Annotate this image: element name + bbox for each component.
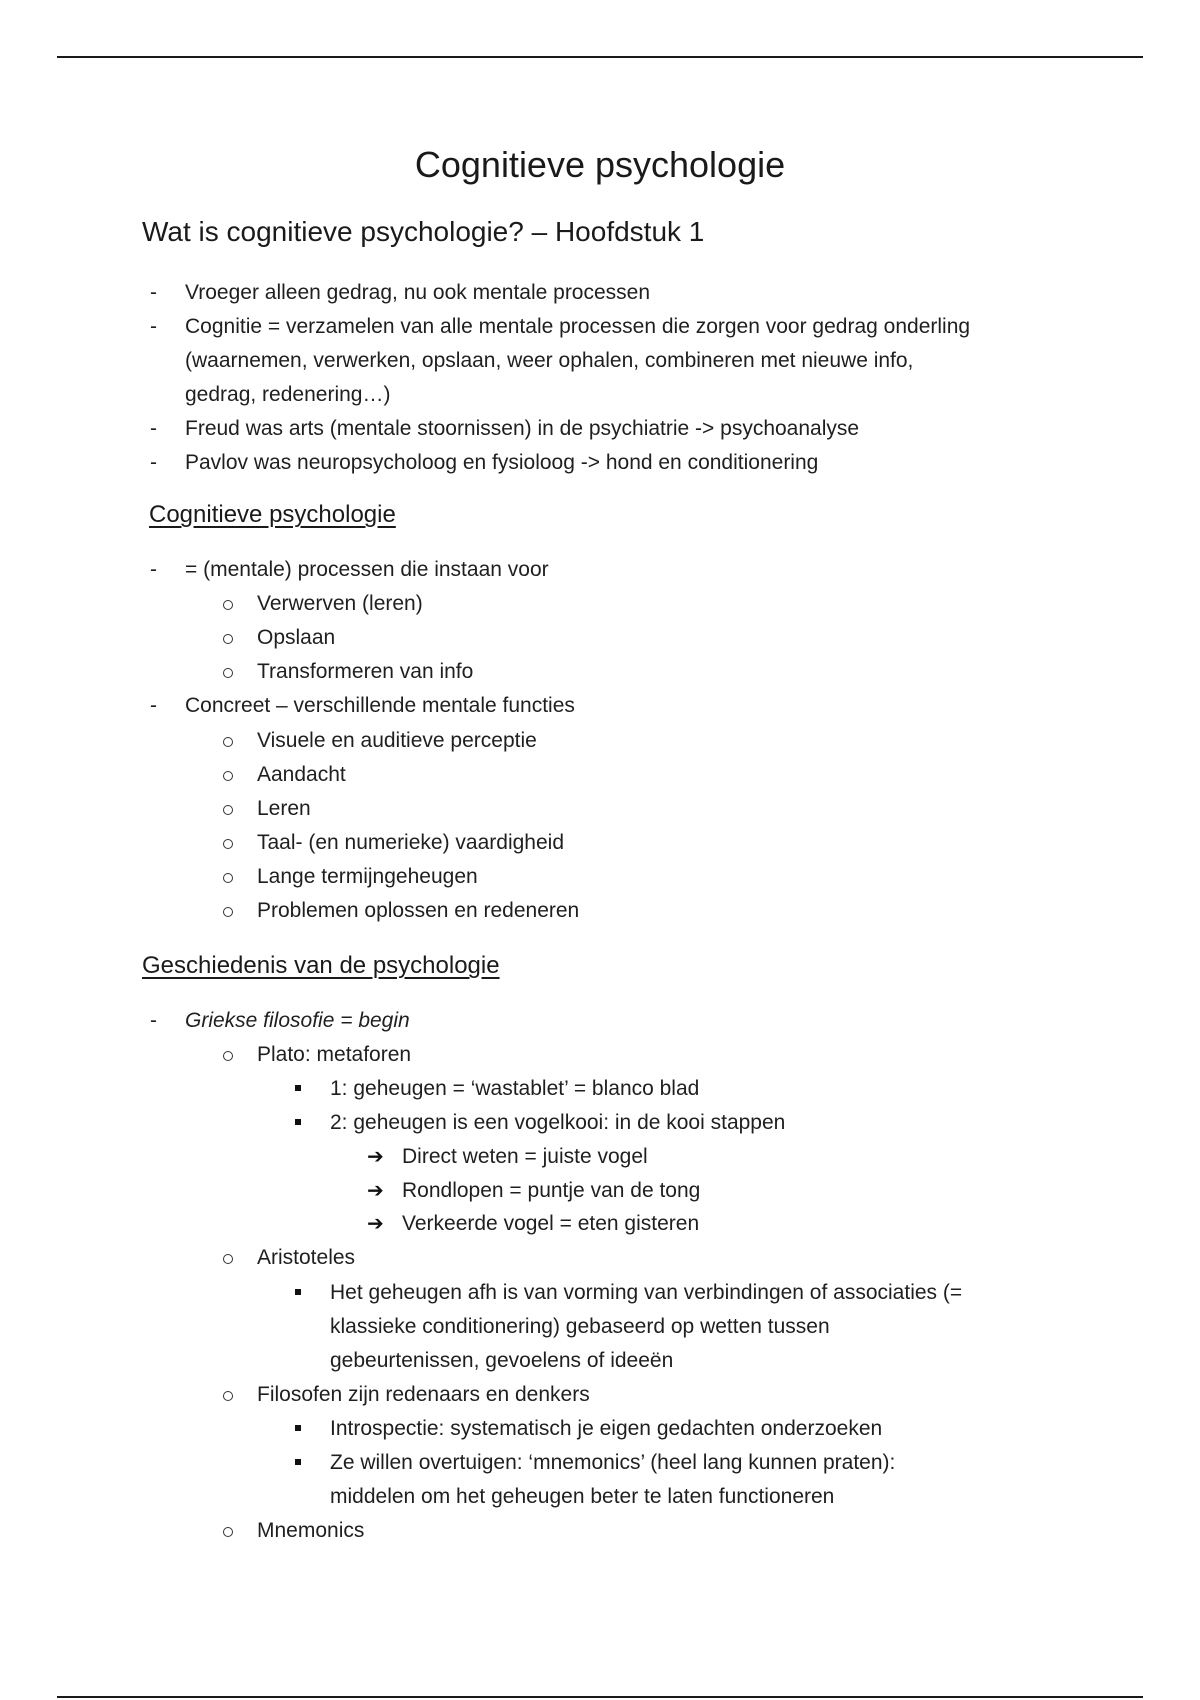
section-heading-geschiedenis: Geschiedenis van de psychologie — [142, 952, 500, 979]
dash-bullet: - — [150, 315, 157, 338]
arrow-right-icon: ➔ — [367, 1180, 384, 1202]
dash-bullet: - — [150, 417, 157, 440]
sub-list-item: Aristoteles — [257, 1246, 356, 1269]
dash-bullet: - — [150, 1009, 157, 1032]
list-item: = (mentale) processen die instaan voor — [185, 558, 549, 581]
arrow-list-item: Rondlopen = puntje van de tong — [402, 1179, 701, 1202]
arrow-list-item: Verkeerde vogel = eten gisteren — [402, 1212, 700, 1235]
list-item: Concreet – verschillende mentale functies — [185, 694, 575, 717]
document-title: Cognitieve psychologie — [414, 144, 786, 185]
sub-sub-list-item: 2: geheugen is een vogelkooi: in de kooi stappen — [330, 1111, 786, 1134]
sub-sub-list-item-continuation: gebeurtenissen, gevoelens of ideeën — [330, 1349, 674, 1372]
sub-list-item: Leren — [257, 797, 311, 820]
arrow-right-icon: ➔ — [367, 1146, 384, 1168]
circle-bullet — [223, 600, 233, 610]
circle-bullet — [223, 1254, 233, 1264]
list-item: Freud was arts (mentale stoornissen) in de psychiatrie -> psychoanalyse — [185, 417, 860, 440]
footer-rule — [57, 1696, 1143, 1698]
square-bullet — [295, 1425, 301, 1431]
list-item-continuation: gedrag, redenering…) — [185, 383, 391, 406]
section-heading-cognitieve-psychologie: Cognitieve psychologie — [149, 501, 396, 528]
square-bullet — [295, 1085, 301, 1091]
list-item: Pavlov was neuropsycholoog en fysioloog -> hond en conditionering — [185, 451, 819, 474]
sub-sub-list-item: Ze willen overtuigen: ‘mnemonics’ (heel lang kunnen praten): — [330, 1451, 896, 1474]
circle-bullet — [223, 839, 233, 849]
circle-bullet — [223, 1391, 233, 1401]
dash-bullet: - — [150, 558, 157, 581]
chapter-heading: Wat is cognitieve psychologie? – Hoofdstuk 1 — [142, 216, 705, 247]
circle-bullet — [223, 737, 233, 747]
circle-bullet — [223, 1051, 233, 1061]
list-item: Vroeger alleen gedrag, nu ook mentale processen — [185, 281, 651, 304]
sub-list-item: Opslaan — [257, 626, 336, 649]
dash-bullet: - — [150, 281, 157, 304]
dash-bullet: - — [150, 694, 157, 717]
circle-bullet — [223, 634, 233, 644]
sub-sub-list-item: Introspectie: systematisch je eigen gedachten onderzoeken — [330, 1417, 883, 1440]
circle-bullet — [223, 1527, 233, 1537]
circle-bullet — [223, 873, 233, 883]
sub-list-item: Lange termijngeheugen — [257, 865, 478, 888]
sub-sub-list-item: 1: geheugen = ‘wastablet’ = blanco blad — [330, 1077, 700, 1100]
sub-list-item: Verwerven (leren) — [257, 592, 423, 615]
header-rule — [57, 56, 1143, 58]
sub-list-item: Plato: metaforen — [257, 1043, 412, 1066]
list-item: Griekse filosofie = begin — [185, 1009, 410, 1032]
arrow-list-item: Direct weten = juiste vogel — [402, 1145, 648, 1168]
sub-list-item: Transformeren van info — [257, 660, 474, 683]
sub-sub-list-item-continuation: middelen om het geheugen beter te laten functioneren — [330, 1485, 835, 1508]
sub-sub-list-item: Het geheugen afh is van vorming van verbindingen of associaties (= — [330, 1281, 963, 1304]
circle-bullet — [223, 907, 233, 917]
list-item: Cognitie = verzamelen van alle mentale processen die zorgen voor gedrag onderling — [185, 315, 971, 338]
sub-list-item: Problemen oplossen en redeneren — [257, 899, 580, 922]
sub-list-item: Visuele en auditieve perceptie — [257, 729, 537, 752]
sub-list-item: Aandacht — [257, 763, 346, 786]
dash-bullet: - — [150, 451, 157, 474]
sub-list-item: Mnemonics — [257, 1519, 365, 1542]
sub-list-item: Filosofen zijn redenaars en denkers — [257, 1383, 590, 1406]
square-bullet — [295, 1289, 301, 1295]
sub-list-item: Taal- (en numerieke) vaardigheid — [257, 831, 564, 854]
square-bullet — [295, 1119, 301, 1125]
circle-bullet — [223, 771, 233, 781]
arrow-right-icon: ➔ — [367, 1213, 384, 1235]
circle-bullet — [223, 668, 233, 678]
circle-bullet — [223, 805, 233, 815]
list-item-continuation: (waarnemen, verwerken, opslaan, weer ophalen, combineren met nieuwe info, — [185, 349, 914, 372]
square-bullet — [295, 1459, 301, 1465]
sub-sub-list-item-continuation: klassieke conditionering) gebaseerd op wetten tussen — [330, 1315, 830, 1338]
